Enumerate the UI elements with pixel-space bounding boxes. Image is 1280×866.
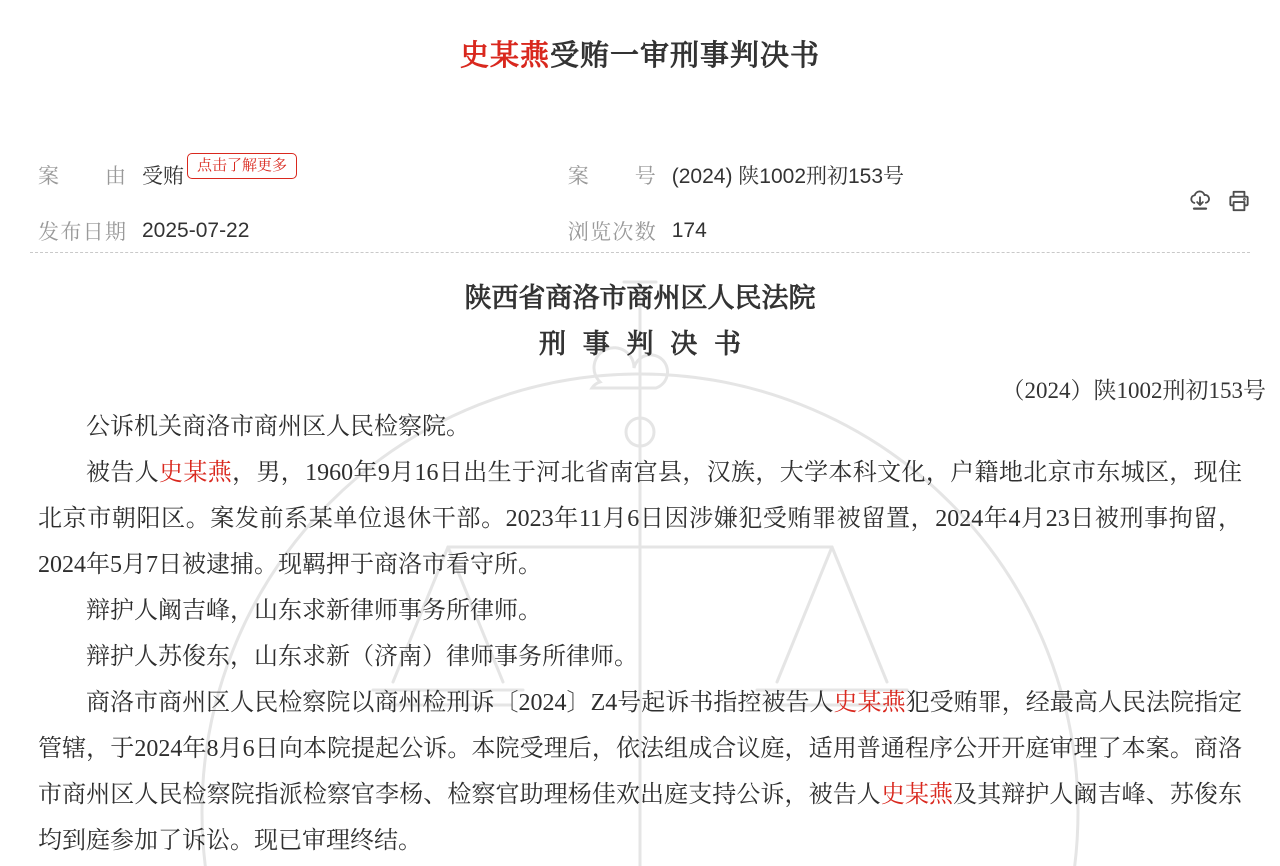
document-paragraph — [38, 450, 1242, 588]
highlighted-name: 史某燕 — [880, 782, 954, 808]
document-paragraph — [38, 634, 1242, 680]
case-cause-value: 受贿 — [142, 165, 184, 188]
publish-date-value: 2025-07-22 — [142, 219, 250, 242]
meta-row-2 — [38, 216, 1242, 246]
case-number-field — [568, 160, 1242, 190]
court-name: 陕西省商洛市商州区人民法院 — [464, 283, 816, 313]
publish-date-field — [38, 216, 568, 246]
text-segment: 被告人 — [86, 460, 160, 486]
text-segment: 及其辩护人阚吉峰、苏俊东均到庭参加了诉讼。现已审理终结。 — [38, 782, 1243, 854]
text-segment: 商洛市商州区人民检察院以商州检刑诉〔2024〕Z4号起诉书指控被告人 — [86, 690, 834, 716]
case-cause-field — [38, 157, 568, 190]
document-type-title: 刑事判决书 — [539, 329, 758, 359]
page-title — [0, 33, 1280, 74]
highlighted-name: 史某燕 — [833, 690, 906, 716]
text-segment: 辩护人阚吉峰，山东求新律师事务所律师。 — [86, 598, 542, 624]
case-cause-label: 案由 — [38, 165, 126, 188]
case-meta — [38, 157, 1242, 246]
publish-date-label: 发布日期 — [38, 221, 126, 244]
text-segment: ，男，1960年9月16日出生于河北省南宫县，汉族，大学本科文化，户籍地北京市东城区，现住北京市朝阳区。案发前系某单位退休干部。2023年11月6日因涉嫌犯受贿罪被留置，2024年4月23日被刑事拘留，2024年5月7日被逮捕。现羁押于商洛市看守所。 — [38, 460, 1243, 578]
document-actions — [1187, 188, 1252, 214]
printer-icon — [1226, 188, 1252, 214]
document-paragraph — [38, 404, 1242, 450]
view-count-label: 浏览次数 — [567, 221, 656, 244]
print-button[interactable] — [1226, 188, 1252, 214]
cloud-download-icon — [1187, 188, 1213, 214]
view-count-field — [568, 216, 1242, 246]
document-case-number: （2024）陕1002刑初153号 — [1001, 378, 1266, 403]
text-segment: 公诉机关商洛市商州区人民检察院。 — [86, 414, 470, 440]
case-number-label: 案号 — [567, 165, 656, 188]
view-count-value: 174 — [671, 219, 707, 242]
download-button[interactable] — [1187, 188, 1213, 214]
document-body — [38, 404, 1242, 864]
document-paragraph — [38, 588, 1242, 634]
learn-more-button[interactable]: 点击了解更多 — [187, 153, 297, 179]
text-segment: 犯受贿罪，经最高人民法院指定管辖，于2024年8月6日向本院提起公诉。本院受理后，依法组成合议庭，适用普通程序公开开庭审理了本案。商洛市商州区人民检察院指派检察官李杨、检察官助理杨佳欢出庭支持公诉，被告人 — [38, 690, 1242, 808]
meta-row-1 — [38, 157, 1242, 190]
text-segment: 受贿一审刑事判决书 — [550, 40, 821, 72]
dashed-divider — [30, 252, 1250, 253]
document-paragraph — [38, 680, 1242, 864]
case-number-value: (2024) 陕1002刑初153号 — [671, 165, 905, 188]
highlighted-name: 史某燕 — [159, 460, 233, 486]
text-segment: 辩护人苏俊东，山东求新（济南）律师事务所律师。 — [86, 644, 638, 670]
highlighted-name: 史某燕 — [459, 40, 550, 72]
